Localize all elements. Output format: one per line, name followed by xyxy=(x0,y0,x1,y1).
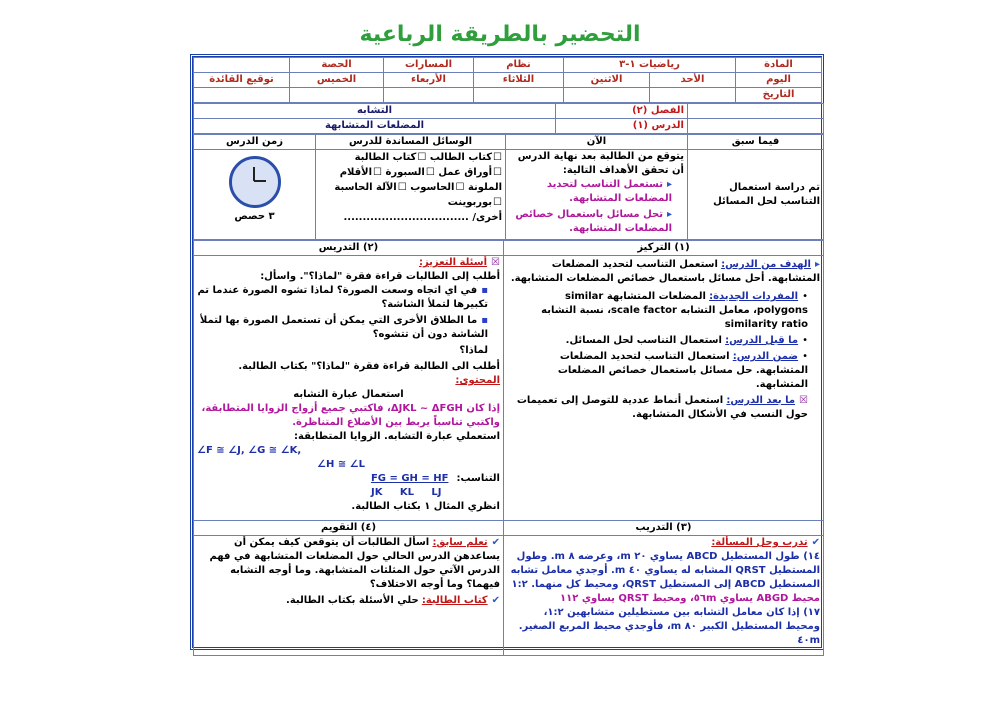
tool-item: السبورة xyxy=(385,167,425,178)
time-header: زمن الدرس xyxy=(194,135,316,150)
tool-item: الأقلام xyxy=(339,167,373,178)
content-line-1: استعمال عبارة التشابه xyxy=(293,389,404,400)
now-cell xyxy=(506,150,688,240)
checkbox-icon xyxy=(425,167,435,178)
vocab-text: المضلعات المتشابهة similar polygons، معامل التشابه scale factor، نسبة التشابه similarity ratio xyxy=(541,291,808,330)
teaching-header: (٢) التدريس xyxy=(194,241,504,256)
prior-learning-label: تعلم سابق: xyxy=(432,537,488,548)
reinforce-intro: أطلب إلى الطالبات قراءة فقرة "لماذا؟". واسأل: xyxy=(260,271,500,282)
now-intro: يتوقع من الطالبة بعد نهاية الدرس أن تحقق الأهداف التالية: xyxy=(517,151,684,176)
practice-cell xyxy=(504,536,824,656)
now-header: الآن xyxy=(506,135,688,150)
day-label: اليوم xyxy=(736,73,822,88)
assessment-header: (٤) التقويم xyxy=(194,521,504,536)
proportion-label: التناسب: xyxy=(456,473,500,484)
prior-learning-text: اسأل الطالبات أن يتوقعن كيف يمكن أن يساعدهن الدرس الحالي حول المضلعات المتشابهة في فهم الدرس الآتي حول المثلثات المتشابهة. وما أوجه التشابه فيهما؟ وما أوجه الاختلاف؟ xyxy=(209,537,500,590)
focus-cell xyxy=(504,256,824,521)
page-title: التحضير بالطريقة الرباعية xyxy=(359,22,641,47)
prev-header: فيما سبق xyxy=(688,135,824,150)
goal-label: الهدف من الدرس: xyxy=(721,259,811,270)
day-tue: الثلاثاء xyxy=(474,73,564,88)
vocab-label: المفردات الجديدة: xyxy=(709,291,799,302)
chapter-value: التشابه xyxy=(194,104,556,119)
checkbox-icon xyxy=(454,182,464,193)
before-text: استعمال التناسب لحل المسائل. xyxy=(565,335,722,346)
focus-header: (١) التركيز xyxy=(504,241,824,256)
chapter-label: الفصل (٢) xyxy=(556,104,688,119)
proportion-denominators: JK KL LJ xyxy=(370,487,442,498)
header-table xyxy=(193,57,822,103)
checkbox-icon xyxy=(492,167,502,178)
question-item: ▪ في اي اتجاه وسعت الصورة؟ لماذا تشوه الصورة عندما تم تكبيرها لتملأ الشاشة؟ xyxy=(197,284,488,312)
tool-item: أوراق عمل xyxy=(438,167,493,178)
info-table xyxy=(193,134,824,240)
content-line-2: إذا كان ΔJKL ~ ΔFGH، فاكتبي جميع أزواج الزوايا المتطابقة، واكتبي تناسباً يربط بين الأضلاع المتناظرة. xyxy=(201,403,500,428)
alarm-clock-icon xyxy=(229,156,281,208)
after-label: ما بعد الدرس: xyxy=(726,395,796,406)
subject-value: رياضيات ١-٣ xyxy=(564,58,736,73)
practice-header: (٣) التدريب xyxy=(504,521,824,536)
content-line-3: استعملي عبارة التشابه. الزوايا المتطابقة: xyxy=(294,431,500,442)
main-table xyxy=(193,240,824,656)
check-icon xyxy=(488,595,500,606)
period-label: الحصة xyxy=(290,58,384,73)
tool-item: الملونة xyxy=(467,182,502,193)
problem-17: ١٧) إذا كان معامل التشابه بين مستطيلين متشابهين ١:٢، ومحيط المستطيل الكبير ٨٠ m، فأوجدي محيط المربع الصغير. ٤٠m xyxy=(518,607,820,646)
tool-item: الآلة الحاسبة xyxy=(334,182,397,193)
goal-item: ▸ تستعمل التناسب لتحديد المضلعات المتشابهة. xyxy=(509,178,672,206)
tools-cell xyxy=(316,150,506,240)
student-book-label: كتاب الطالبة: xyxy=(421,595,488,606)
proportion-numerators: FG = GH = HF xyxy=(370,473,449,484)
chapter-table xyxy=(193,103,824,134)
goal-item: ▸ تحل مسائل باستعمال خصائص المضلعات المتشابهة. xyxy=(509,208,672,236)
check-icon xyxy=(488,537,500,548)
day-wed: الأربعاء xyxy=(384,73,474,88)
question-item: ▪ ما الطلاق الأخرى التي يمكن أن تستعمل الصورة بها لتملأ الشاشة دون أن تتشوه؟ xyxy=(197,314,488,342)
date-label: التاريخ xyxy=(736,88,822,103)
time-value: ٣ حصص xyxy=(234,211,275,222)
reinforce-outro: أطلب الى الطالبة قراءة فقرة "لماذا؟" بكتاب الطالبة. xyxy=(238,361,500,372)
box-icon xyxy=(487,257,500,268)
arrow-icon xyxy=(811,259,820,270)
day-sun: الأحد xyxy=(650,73,736,88)
question-item: لماذا؟ xyxy=(459,345,488,356)
tool-item: الحاسوب xyxy=(410,182,455,193)
practice-label: تدرب وحل المسألة: xyxy=(711,537,808,548)
track-label: المسارات xyxy=(384,58,474,73)
system-label: نظام xyxy=(474,58,564,73)
checkbox-icon xyxy=(492,197,502,208)
checkbox-icon xyxy=(492,152,502,163)
angles-line-2: ∠H ≅ ∠L xyxy=(317,459,366,470)
check-icon xyxy=(808,537,820,548)
tool-item: كتاب الطالبة xyxy=(354,152,417,163)
example-ref: انظري المثال ١ بكتاب الطالبة. xyxy=(351,501,500,512)
lesson-plan-frame xyxy=(190,54,824,650)
within-text: استعمال التناسب لتحديد المضلعات المتشابهة. حل مسائل باستعمال خصائص المضلعات المتشابهة. xyxy=(557,351,808,390)
angles-line-1: ∠F ≅ ∠J, ∠G ≅ ∠K, xyxy=(197,445,302,456)
reinforce-label: أسئلة التعزيز: xyxy=(418,257,488,268)
leader-signature-label: توقيع القائدة xyxy=(194,73,290,88)
tools-other: أخرى/ ................................. xyxy=(343,212,502,223)
problem-14-answer: محيط ABGD يساوي ٥٦m، ومحيط QRST يساوي ١١٢ xyxy=(560,593,820,604)
tool-item: كتاب الطالب xyxy=(429,152,493,163)
after-text: استعمل أنماط عددية للتوصل إلى تعميمات حول النسب في الأشكال المتشابهة. xyxy=(516,395,808,420)
within-label: ضمن الدرس: xyxy=(732,351,799,362)
day-thu: الخميس xyxy=(290,73,384,88)
prev-text: تم دراسة استعمال التناسب لحل المسائل xyxy=(688,150,824,240)
before-label: ما قبل الدرس: xyxy=(725,335,799,346)
lesson-label: الدرس (١) xyxy=(556,119,688,134)
teaching-cell xyxy=(194,256,504,521)
tool-item: بوربوينت xyxy=(447,197,493,208)
lesson-value: المضلعات المتشابهة xyxy=(194,119,556,134)
goal-text: استعمل التناسب لتحديد المضلعات المتشابهة. أحل مسائل باستعمال خصائص المضلعات المتشابهة. xyxy=(510,259,820,284)
checkbox-icon xyxy=(416,152,426,163)
assessment-cell xyxy=(194,536,504,656)
content-label: المحتوى: xyxy=(455,375,500,386)
checkbox-icon xyxy=(397,182,407,193)
period-value xyxy=(194,58,290,73)
problem-14: ١٤) طول المستطيل ABCD يساوي ٢٠ m، وعرضه ٨ m. وطول المستطيل QRST المشابه له يساوي ٤٠ m. أوجدي معامل تشابه المستطيل ABCD إلى المستطيل QRST، ومحيط كل منهما. ١:٢ xyxy=(510,551,820,590)
checkbox-icon xyxy=(372,167,382,178)
day-mon: الاثنين xyxy=(564,73,650,88)
tools-header: الوسائل المساندة للدرس xyxy=(316,135,506,150)
student-book-text: حلي الأسئلة بكتاب الطالبة. xyxy=(286,595,419,606)
subject-label: المادة xyxy=(736,58,822,73)
time-cell xyxy=(194,150,316,240)
